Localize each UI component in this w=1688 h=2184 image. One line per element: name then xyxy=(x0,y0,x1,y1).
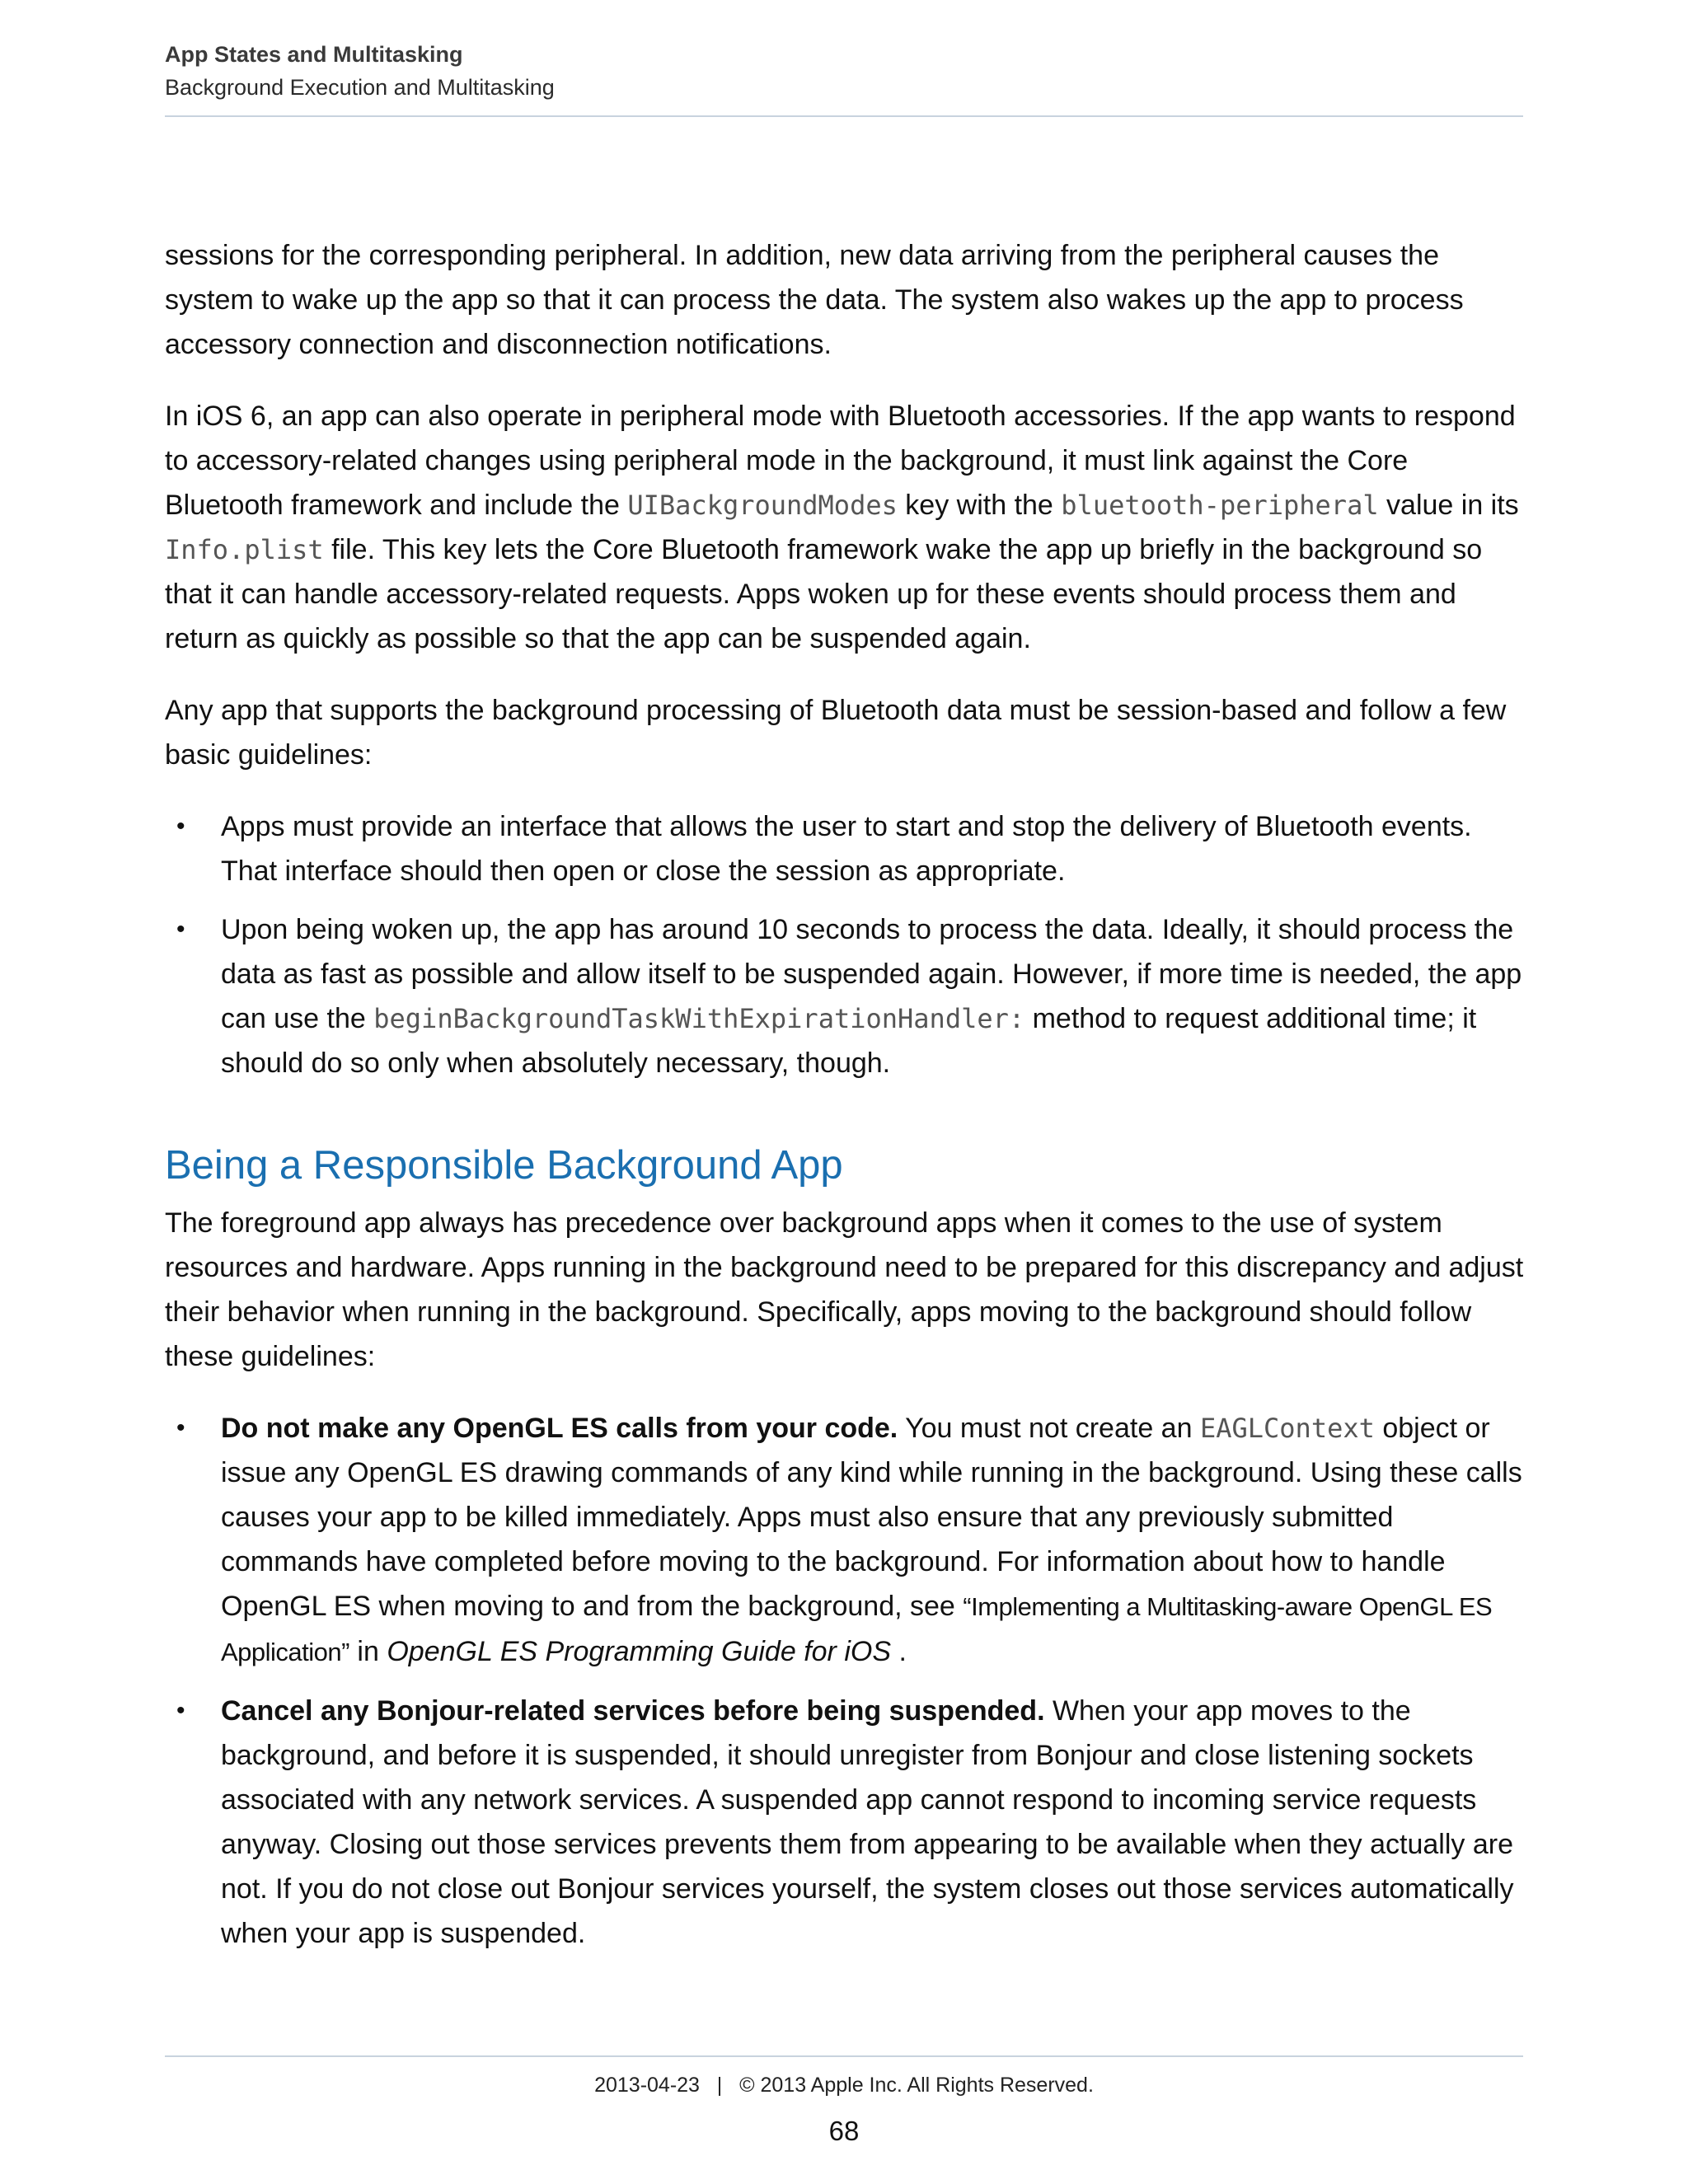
text-run: . xyxy=(891,1636,907,1667)
text-run: In iOS 6, an app can also operate in peripheral mode with Bluetooth accessories. If the app wants to respond to accessory-related changes using peripheral mode in the background, it must link against the Core Bluetooth framework and include the xyxy=(165,401,1516,521)
bullet-icon: • xyxy=(176,916,185,943)
background-guidelines-list xyxy=(165,1406,1526,1956)
text-run: file. This key lets the Core Bluetooth framework wake the app up briefly in the background so that it can handle accessory-related requests. Apps woken up for these events should process them and return as quickly as possible so that the app can be suspended again. xyxy=(165,534,1483,654)
list-item-lead: Cancel any Bonjour-related services before being suspended. xyxy=(221,1695,1045,1727)
opengl-guide-title: OpenGL ES Programming Guide for iOS xyxy=(387,1636,891,1667)
page-content xyxy=(165,233,1526,1970)
header-section-title: Background Execution and Multitasking xyxy=(165,75,555,100)
text-run: Upon being woken up, the app has around 10 seconds to process the data. Ideally, it should process the data as fast as possible and allow itself to be suspended again. However, if more time is needed, the app can use the xyxy=(221,914,1522,1034)
list-item xyxy=(165,1406,1526,1675)
paragraph-foreground-precedence: The foreground app always has precedence over background apps when it comes to the use of system resources and hardware. Apps running in the background need to be prepared for this discrepancy and adjust their behavior when running in the background. Specifically, apps moving to the background should follow these guidelines: xyxy=(165,1207,1524,1372)
bullet-icon: • xyxy=(176,1697,185,1724)
bullet-icon: • xyxy=(176,813,185,840)
paragraph-guidelines-intro: Any app that supports the background processing of Bluetooth data must be session-based and follow a few basic guidelines: xyxy=(165,695,1507,771)
text-run: value in its xyxy=(1378,490,1519,521)
page-header xyxy=(165,38,1523,117)
page-footer xyxy=(165,2055,1523,2147)
opengl-multitasking-link[interactable]: “Implementing a Multitasking-aware OpenGL ES Application” xyxy=(221,1592,1493,1666)
header-chapter-title: App States and Multitasking xyxy=(165,42,463,67)
text-run: in xyxy=(349,1636,387,1667)
text-run: When your app moves to the background, and before it is suspended, it should unregister from Bonjour and close listening sockets associated with any network services. A suspended app cannot respond to incoming service requests anyway. Closing out those services prevents them from appearing to be available when they actually are not. If you do not close out Bonjour services yourself, the system closes out those services automatically when your app is suspended. xyxy=(221,1695,1514,1949)
list-item-lead: Do not make any OpenGL ES calls from your code. xyxy=(221,1413,898,1444)
paragraph-bluetooth-sessions: sessions for the corresponding peripheral. In addition, new data arriving from the peripheral causes the system to wake up the app so that it can process the data. The system also wakes up the app to process accessory connection and disconnection notifications. xyxy=(165,240,1464,360)
text-run: object or issue any OpenGL ES drawing commands of any kind while running in the background. Using these calls causes your app to be killed immediately. Apps must also ensure that any previously submitted commands have completed before moving to the background. For information about how to handle OpenGL ES when moving to and from the background, see xyxy=(221,1413,1522,1622)
bluetooth-guidelines-list xyxy=(165,804,1526,1085)
section-heading: Being a Responsible Background App xyxy=(165,1143,843,1188)
bullet-icon: • xyxy=(176,1414,185,1441)
text-run: You must not create an xyxy=(898,1413,1200,1444)
code-bluetooth-peripheral: bluetooth-peripheral xyxy=(1061,490,1379,521)
list-item xyxy=(165,804,1526,893)
text-run: key with the xyxy=(897,490,1062,521)
paragraph-peripheral-mode xyxy=(165,394,1526,661)
page-number: 68 xyxy=(828,2116,860,2146)
code-info-plist: Info.plist xyxy=(165,534,324,565)
list-item xyxy=(165,907,1526,1085)
list-item xyxy=(165,1689,1526,1956)
code-eaglcontext: EAGLContext xyxy=(1199,1413,1375,1444)
code-begin-background-task: beginBackgroundTaskWithExpirationHandler: xyxy=(373,1003,1025,1034)
text-run: method to request additional time; it should do so only when absolutely necessary, though. xyxy=(221,1003,1477,1079)
code-uibackgroundmodes: UIBackgroundModes xyxy=(627,490,898,521)
footer-copyright: 2013-04-23 | © 2013 Apple Inc. All Rights Reserved. xyxy=(594,2074,1094,2097)
list-item-text: Apps must provide an interface that allows the user to start and stop the delivery of Bluetooth events. That interface should then open or close the session as appropriate. xyxy=(221,811,1472,887)
